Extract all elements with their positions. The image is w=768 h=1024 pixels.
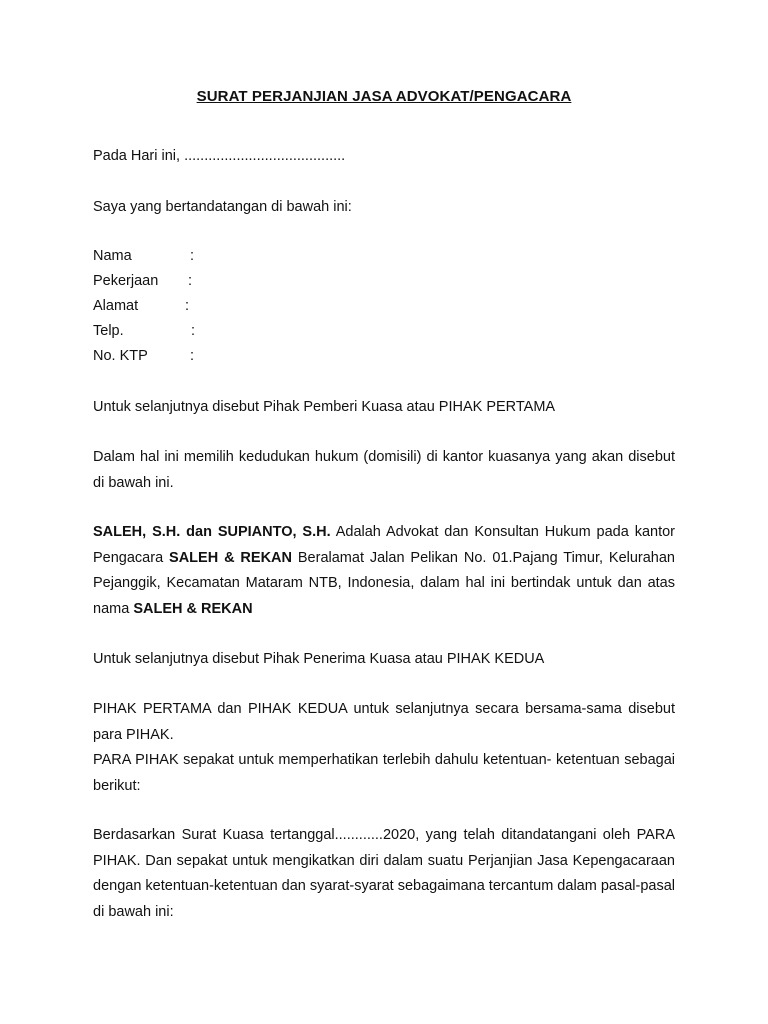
field-colon: : — [190, 248, 195, 264]
field-row-telp — [93, 323, 196, 339]
both-parties-paragraph: PIHAK PERTAMA dan PIHAK KEDUA untuk selanjutnya secara bersama-sama disebut para PIHAK. — [93, 701, 675, 743]
field-row-nama — [93, 248, 195, 264]
second-party-paragraph: Untuk selanjutnya disebut Pihak Penerima Kuasa atau PIHAK KEDUA — [93, 651, 545, 667]
advocate-text-2: Beralamat Jalan Pelikan No. 01.Pajang Timur, Kelurahan Pejanggik, Kecamatan Mataram NTB, Indonesia, dalam hal ini bertindak untuk dan atas nama — [93, 549, 675, 617]
basis-paragraph: Berdasarkan Surat Kuasa tertanggal............2020, yang telah ditandatangani oleh PARA PIHAK. Dan sepakat untuk mengikatkan diri dalam suatu Perjanjian Jasa Kepengacaraan dengan ketentuan-ketentuan dan syarat-syarat sebagaimana tercantum dalam pasal-pasal di bawah ini: — [93, 827, 675, 920]
advocate-names: SALEH, S.H. dan SUPIANTO, S.H. — [93, 524, 331, 540]
field-colon: : — [191, 323, 196, 339]
advocate-paragraph — [93, 520, 675, 622]
domicile-paragraph: Dalam hal ini memilih kedudukan hukum (domisili) di kantor kuasanya yang akan disebut di bawah ini. — [93, 449, 675, 491]
field-row-no-ktp — [93, 348, 195, 364]
signer-intro: Saya yang bertandatangan di bawah ini: — [93, 199, 352, 215]
agreement-paragraph: PARA PIHAK sepakat untuk memperhatikan terlebih dahulu ketentuan- ketentuan sebagai berikut: — [93, 752, 675, 794]
field-label: Pekerjaan — [93, 273, 159, 289]
first-party-paragraph: Untuk selanjutnya disebut Pihak Pemberi Kuasa atau PIHAK PERTAMA — [93, 399, 556, 415]
field-label: Telp. — [93, 323, 124, 339]
field-colon: : — [190, 348, 195, 364]
field-label: No. KTP — [93, 348, 148, 364]
field-row-alamat — [93, 298, 190, 314]
opening-line: Pada Hari ini, ........................................ — [93, 148, 346, 164]
field-row-pekerjaan — [93, 273, 193, 289]
firm-name-1: SALEH & REKAN — [169, 549, 292, 566]
advocate-text-1: Adalah Advokat dan Konsultan Hukum pada kantor Pengacara — [93, 524, 676, 566]
field-colon: : — [188, 273, 193, 289]
field-label: Alamat — [93, 298, 139, 314]
field-colon: : — [185, 298, 190, 314]
document-page — [93, 0, 675, 1024]
firm-name-2: SALEH & REKAN — [133, 600, 253, 617]
field-label: Nama — [93, 248, 132, 264]
document-title: SURAT PERJANJIAN JASA ADVOKAT/PENGACARA — [196, 88, 572, 105]
